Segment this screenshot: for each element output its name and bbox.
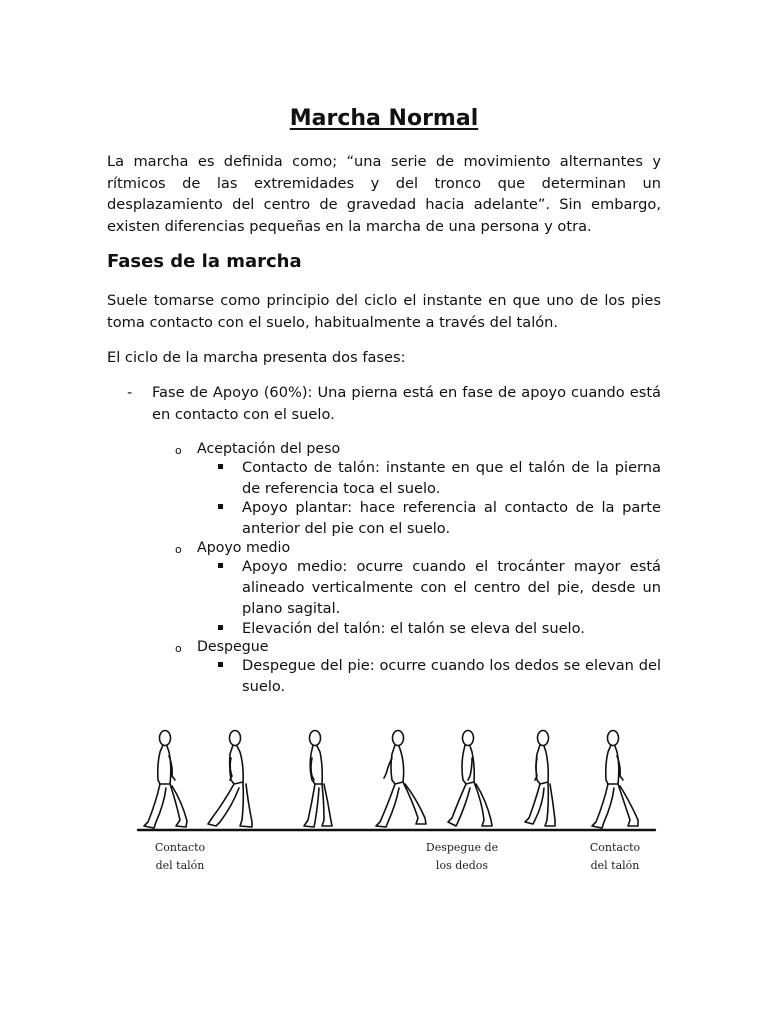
circle-bullet: o bbox=[175, 444, 182, 457]
bullet-text: Despegue del pie: ocurre cuando los dedos se elevan del suelo. bbox=[242, 657, 661, 695]
walker-figure-7 bbox=[592, 731, 638, 829]
square-bullet bbox=[218, 625, 223, 630]
square-bullet bbox=[218, 504, 223, 509]
bullet-text: Apoyo medio: ocurre cuando el trocánter mayor está alineado verticalmente con el centro del pie, desde un plano sagital. bbox=[242, 558, 661, 617]
caption-line: del talón bbox=[590, 859, 640, 872]
caption-despegue-dedos bbox=[412, 839, 512, 875]
square-bullet bbox=[218, 563, 223, 568]
caption-line: Contacto bbox=[589, 841, 641, 854]
bullet-text: Contacto de talón: instante en que el talón de la pierna de referencia toca el suelo. bbox=[242, 459, 661, 497]
dash-bullet: - bbox=[127, 384, 133, 401]
caption-line: del talón bbox=[155, 859, 205, 872]
walker-figure-1 bbox=[144, 731, 187, 829]
sub-item-label: Despegue bbox=[197, 639, 269, 655]
walker-figure-4 bbox=[376, 731, 426, 828]
bullet-text: Apoyo plantar: hace referencia al contacto de la parte anterior del pie con el suelo. bbox=[242, 499, 661, 537]
walker-figure-6 bbox=[525, 731, 555, 827]
caption-line: Contacto bbox=[154, 841, 206, 854]
walking-figures-illustration bbox=[130, 722, 660, 842]
list-item-text: Fase de Apoyo (60%): Una pierna está en fase de apoyo cuando está en contacto con el suelo. bbox=[152, 384, 661, 423]
gait-cycle-figure bbox=[130, 722, 660, 880]
caption-contacto-talon-1 bbox=[135, 839, 225, 875]
caption-line: Despegue de bbox=[425, 841, 499, 854]
intro-paragraph: La marcha es definida como; “una serie de movimiento alternantes y rítmicos de las extremidades y del tronco que determinan un desplazamiento del centro de gravedad hacia adelante”. Sin embargo, existen diferencias pequeñas en la marcha de una persona y otra. bbox=[107, 153, 661, 235]
bullet-text: Elevación del talón: el talón se eleva del suelo. bbox=[242, 620, 585, 637]
section-heading: Fases de la marcha bbox=[107, 251, 302, 272]
caption-line: los dedos bbox=[435, 859, 489, 872]
page-title: Marcha Normal bbox=[289, 106, 479, 131]
cycle-start-paragraph: Suele tomarse como principio del ciclo el instante en que uno de los pies toma contacto con el suelo, habitualmente a través del talón. bbox=[107, 292, 661, 331]
sub-item-label: Apoyo medio bbox=[197, 540, 291, 556]
walker-figure-3 bbox=[304, 731, 332, 828]
sub-item-label: Aceptación del peso bbox=[197, 441, 341, 457]
square-bullet bbox=[218, 464, 223, 469]
walker-figure-2 bbox=[208, 731, 252, 828]
circle-bullet: o bbox=[175, 642, 182, 655]
circle-bullet: o bbox=[175, 543, 182, 556]
square-bullet bbox=[218, 662, 223, 667]
phases-intro-paragraph: El ciclo de la marcha presenta dos fases: bbox=[107, 349, 406, 366]
caption-contacto-talon-2 bbox=[570, 839, 660, 875]
walker-figure-5 bbox=[448, 731, 492, 827]
